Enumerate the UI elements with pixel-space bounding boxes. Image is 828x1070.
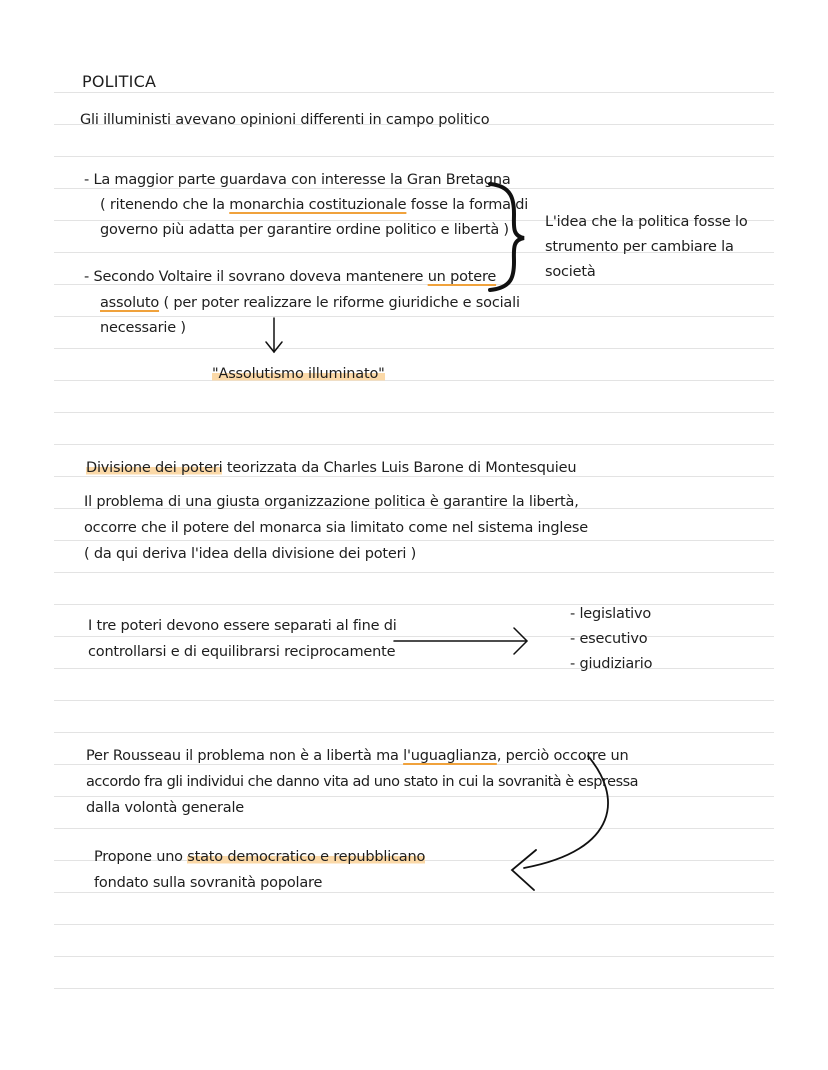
potere-highlight: un potere xyxy=(427,269,497,285)
curly-brace-icon xyxy=(490,184,524,290)
poteri-line2: controllarsi e di equilibrarsi reciprocamente xyxy=(88,644,396,660)
rousseau-line3: dalla volontà generale xyxy=(86,800,244,816)
rousseau-line1-post: , perciò occorre un xyxy=(496,748,629,764)
montesquieu-line1: Il problema di una giusta organizzazione politica è garantire la libertà, xyxy=(84,494,579,510)
point1-line2-post: fosse la forma di xyxy=(406,197,529,213)
point1-line1: - La maggior parte guardava con interesse la Gran Bretagna xyxy=(84,172,511,188)
rousseau-line2: accordo fra gli individui che danno vita ad uno stato in cui la sovranità è espressa xyxy=(86,774,639,790)
propone-line2: fondato sulla sovranità popolare xyxy=(94,875,323,891)
montesquieu-line3: ( da qui deriva l'idea della divisione dei poteri ) xyxy=(84,546,417,562)
intro-text: Gli illuministi avevano opinioni differenti in campo politico xyxy=(80,112,490,128)
uguaglianza-highlight: l'uguaglianza xyxy=(403,748,497,764)
stato-highlight: stato democratico e repubblicano xyxy=(187,849,426,865)
assoluto-highlight: assoluto xyxy=(100,295,160,311)
point1-line2-pre: ( ritenendo che la xyxy=(100,197,230,213)
assolutismo-highlight: "Assolutismo illuminato" xyxy=(212,366,385,382)
monarchia-highlight: monarchia costituzionale xyxy=(229,197,407,213)
point2-line1-pre: - Secondo Voltaire il sovrano doveva mantenere xyxy=(84,269,428,285)
propone-pre: Propone uno xyxy=(94,849,188,865)
rousseau-line1-pre: Per Rousseau il problema non è a libertà ma xyxy=(86,748,404,764)
poteri-list-item: - giudiziario xyxy=(570,656,653,672)
brace-note-line1: L'idea che la politica fosse lo xyxy=(545,214,748,230)
down-arrow-icon xyxy=(266,318,282,352)
poteri-list-item: - legislativo xyxy=(570,606,652,622)
montesquieu-heading-rest: teorizzata da Charles Luis Barone di Montesquieu xyxy=(222,460,577,476)
brace-note-line3: società xyxy=(545,264,596,280)
brace-note-line2: strumento per cambiare la xyxy=(545,239,734,255)
poteri-line1: I tre poteri devono essere separati al fine di xyxy=(88,618,397,634)
point1-line3: governo più adatta per garantire ordine politico e libertà ) xyxy=(100,222,509,238)
point2-line3: necessarie ) xyxy=(100,320,186,336)
page-title: POLITICA xyxy=(82,72,157,91)
curved-arrow-icon xyxy=(512,756,608,890)
divisione-highlight: Divisione dei poteri xyxy=(86,460,223,476)
point2-line2-post: ( per poter realizzare le riforme giuridiche e sociali xyxy=(159,295,520,311)
poteri-list-item: - esecutivo xyxy=(570,631,648,647)
montesquieu-line2: occorre che il potere del monarca sia limitato come nel sistema inglese xyxy=(84,520,589,536)
right-arrow-icon xyxy=(394,628,527,654)
